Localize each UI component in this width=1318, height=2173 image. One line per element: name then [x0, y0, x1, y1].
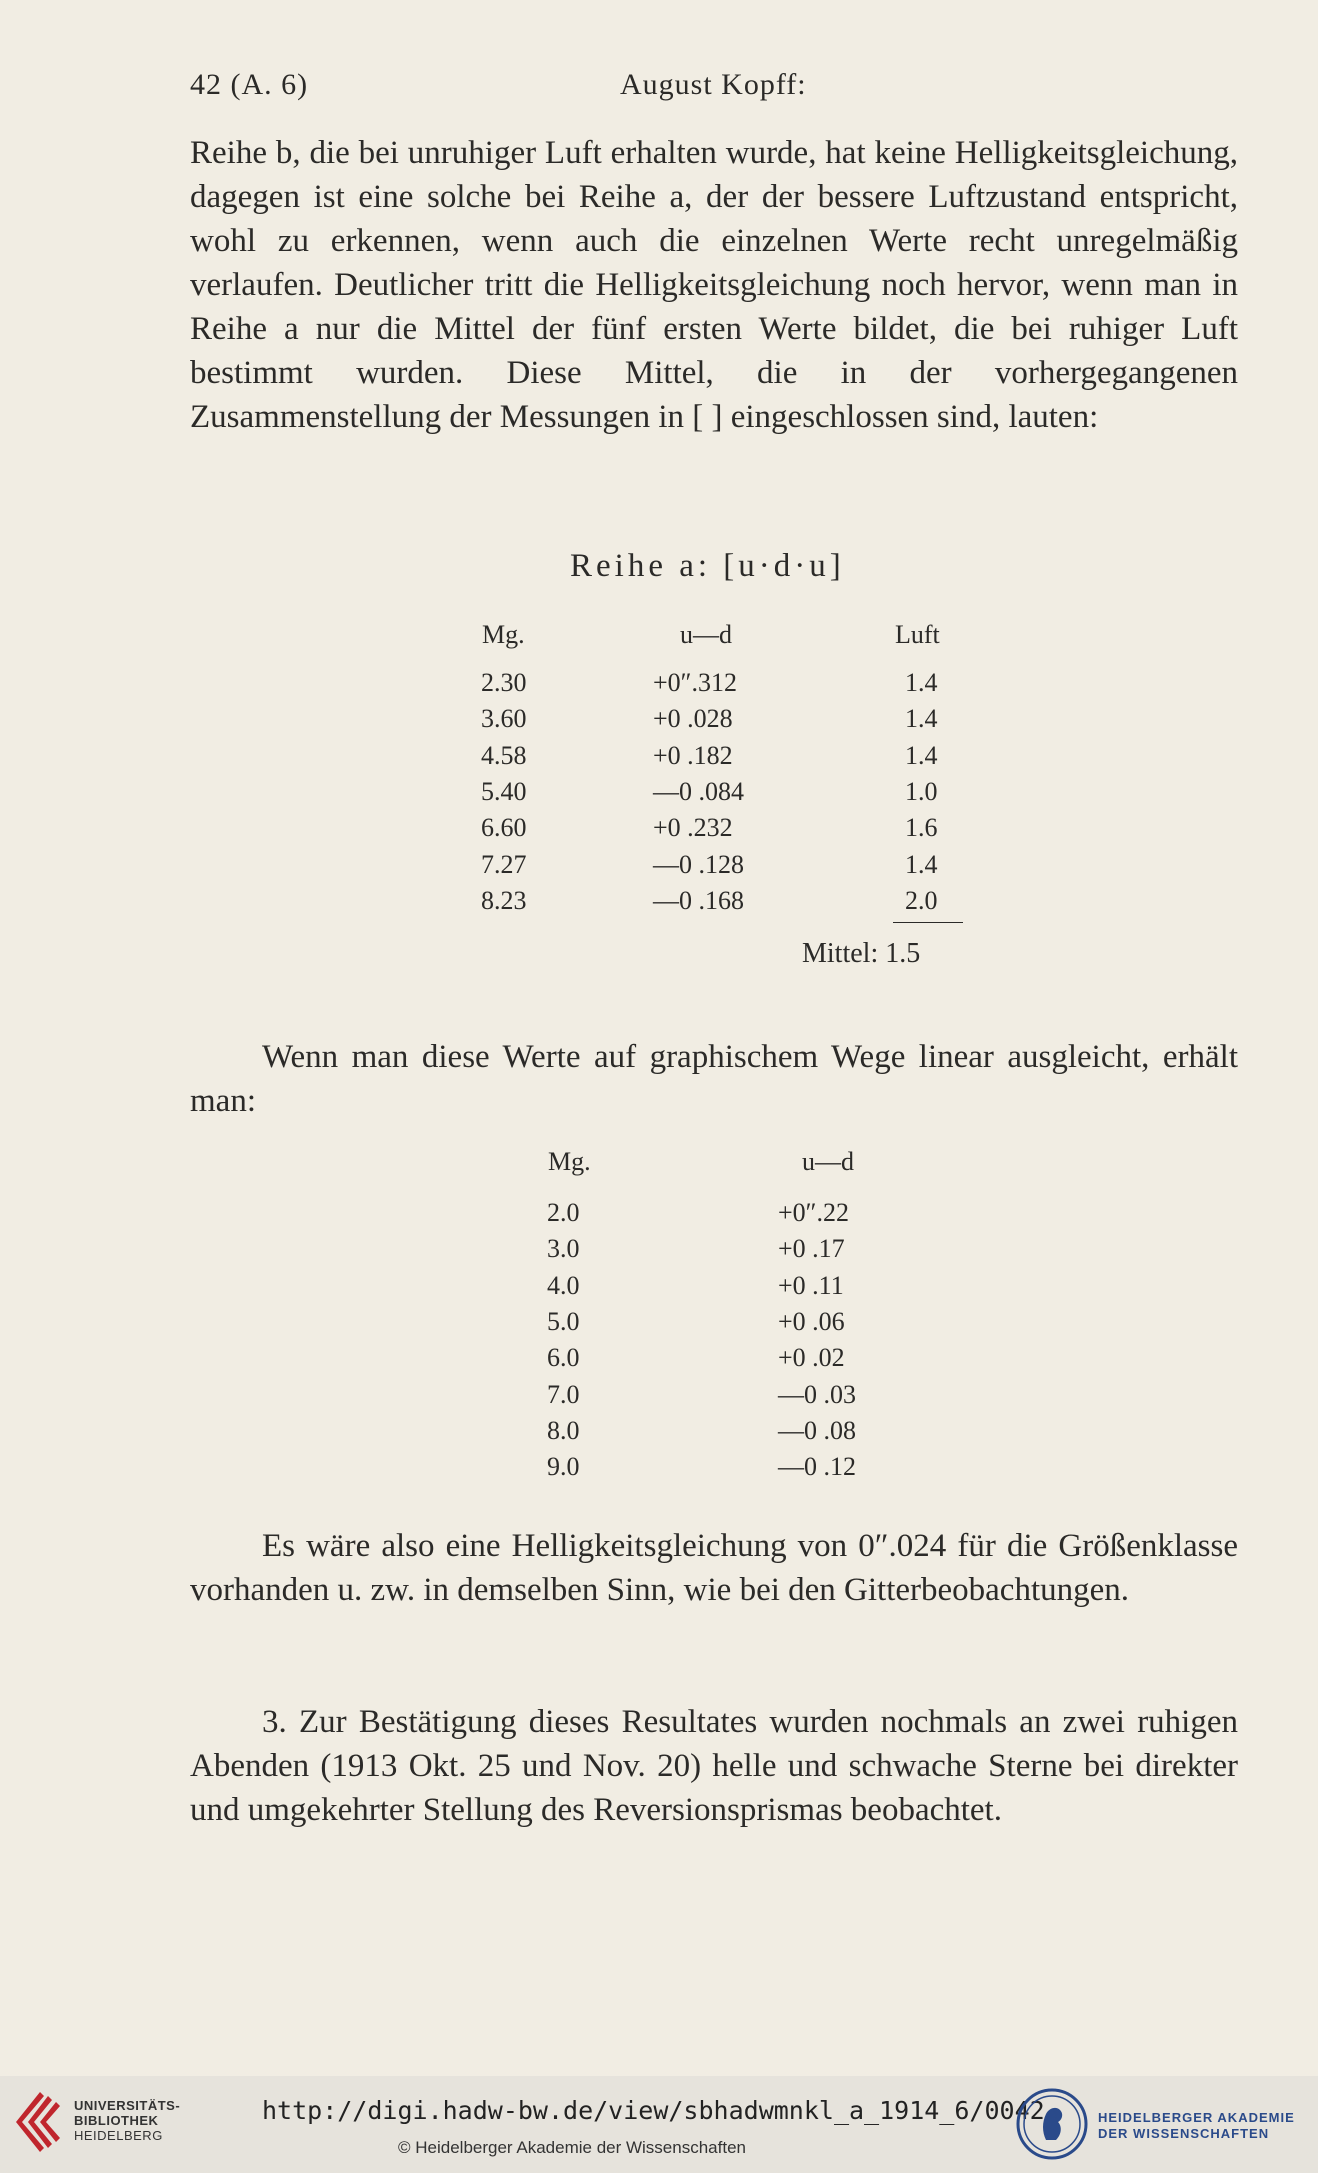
table2-cell-r2-c2: +0 .17	[778, 1234, 845, 1264]
sum-rule	[893, 922, 963, 923]
table1-header-mg: Mg.	[482, 620, 525, 649]
table1-mittel: Mittel: 1.5	[802, 938, 921, 969]
table2-cell-r3-c2: +0 .11	[778, 1270, 844, 1300]
paragraph-2: Wenn man diese Werte auf graphischem Wege linear ausgleicht, erhält man:	[190, 1039, 1238, 1119]
table1-cell-r4-c2: —0 .084	[653, 776, 744, 806]
copyright-notice: © Heidelberger Akademie der Wissenschaften	[398, 2138, 746, 2157]
table2-cell-r5-c1: 6.0	[547, 1343, 580, 1373]
table1-cell-r2-c3: 1.4	[905, 704, 938, 734]
table2-cell-r5-c2: +0 .02	[778, 1343, 845, 1373]
footer-bar	[0, 2076, 1318, 2173]
table1-cell-r6-c2: —0 .128	[653, 849, 744, 879]
table1-cell-r4-c1: 5.40	[481, 776, 527, 806]
university-library-logo-icon	[14, 2092, 66, 2158]
table1-cell-r5-c3: 1.6	[905, 813, 938, 843]
table2-cell-r4-c2: +0 .06	[778, 1306, 845, 1336]
table1-cell-r6-c3: 1.4	[905, 849, 938, 879]
table2-header-mg: Mg.	[548, 1147, 591, 1176]
paragraph-4: 3. Zur Bestätigung dieses Resultates wurden nochmals an zwei ruhigen Abenden (1913 Okt. 25 und Nov. 20) helle und schwache Sterne bei direkter und umgekehrter Stellung des Reversionsprismas beobachtet.	[190, 1704, 1238, 1828]
table1-cell-r1-c3: 1.4	[905, 668, 938, 697]
table1-cell-r5-c2: +0 .232	[653, 813, 733, 843]
document-url[interactable]: http://digi.hadw-bw.de/view/sbhadwmnkl_a_1914_6/0042	[262, 2096, 1045, 2125]
table1-cell-r6-c1: 7.27	[481, 849, 527, 879]
table1-cell-r5-c1: 6.60	[481, 813, 527, 843]
table1-header-ud: u—d	[680, 620, 732, 649]
table2-cell-r6-c2: —0 .03	[778, 1379, 856, 1409]
table1-cell-r3-c3: 1.4	[905, 740, 938, 770]
table1-cell-r7-c3: 2.0	[905, 885, 938, 915]
table2-cell-r8-c2: —0 .12	[778, 1452, 856, 1482]
table1-cell-r2-c1: 3.60	[481, 704, 527, 734]
table1-cell-r1-c2: +0″.312	[653, 668, 737, 697]
table2-header-ud: u—d	[802, 1147, 854, 1176]
page-number: 42 (A. 6)	[190, 68, 309, 101]
table2-cell-r4-c1: 5.0	[547, 1306, 580, 1336]
academy-seal-icon	[1016, 2088, 1088, 2160]
university-library-name: UNIVERSITÄTS- BIBLIOTHEK HEIDELBERG	[74, 2098, 181, 2143]
table1-cell-r3-c2: +0 .182	[653, 740, 733, 770]
table1-cell-r4-c3: 1.0	[905, 776, 938, 806]
table1-title: Reihe a: [u·d·u]	[570, 548, 845, 584]
table2-cell-r6-c1: 7.0	[547, 1379, 580, 1409]
header-author: August Kopff:	[620, 68, 807, 101]
table1-cell-r1-c1: 2.30	[481, 668, 527, 697]
table2-cell-r2-c1: 3.0	[547, 1234, 580, 1264]
table1-cell-r2-c2: +0 .028	[653, 704, 733, 734]
table1-cell-r7-c2: —0 .168	[653, 885, 744, 915]
table2-cell-r3-c1: 4.0	[547, 1270, 580, 1300]
table2-cell-r8-c1: 9.0	[547, 1452, 580, 1482]
table1-header-luft: Luft	[895, 620, 940, 649]
paragraph-3: Es wäre also eine Helligkeitsgleichung von 0″.024 für die Größenklasse vorhanden u. zw. in demselben Sinn, wie bei den Gitterbeobachtungen.	[190, 1528, 1238, 1608]
table1-cell-r3-c1: 4.58	[481, 740, 527, 770]
paragraph-1: Reihe b, die bei unruhiger Luft erhalten wurde, hat keine Helligkeitsgleichung, dagegen ist eine solche bei Reihe a, der der bessere Luftzustand entspricht, wohl zu erkennen, wenn auch die einzelnen Werte recht unregelmäßig verlaufen. Deutlicher tritt die Helligkeitsgleichung noch hervor, wenn man in Reihe a nur die Mittel der fünf ersten Werte bildet, die bei ruhiger Luft bestimmt wurden. Diese Mittel, die in der vorhergegangenen Zusammenstellung der Messungen in [ ] eingeschlossen sind, lauten:	[190, 135, 1238, 435]
table2-cell-r1-c2: +0″.22	[778, 1198, 849, 1227]
table2-cell-r7-c1: 8.0	[547, 1415, 580, 1445]
table2-cell-r7-c2: —0 .08	[778, 1415, 856, 1445]
table1-cell-r7-c1: 8.23	[481, 885, 527, 915]
academy-name: HEIDELBERGER AKADEMIE DER WISSENSCHAFTEN	[1098, 2110, 1295, 2141]
table2-cell-r1-c1: 2.0	[547, 1198, 580, 1227]
